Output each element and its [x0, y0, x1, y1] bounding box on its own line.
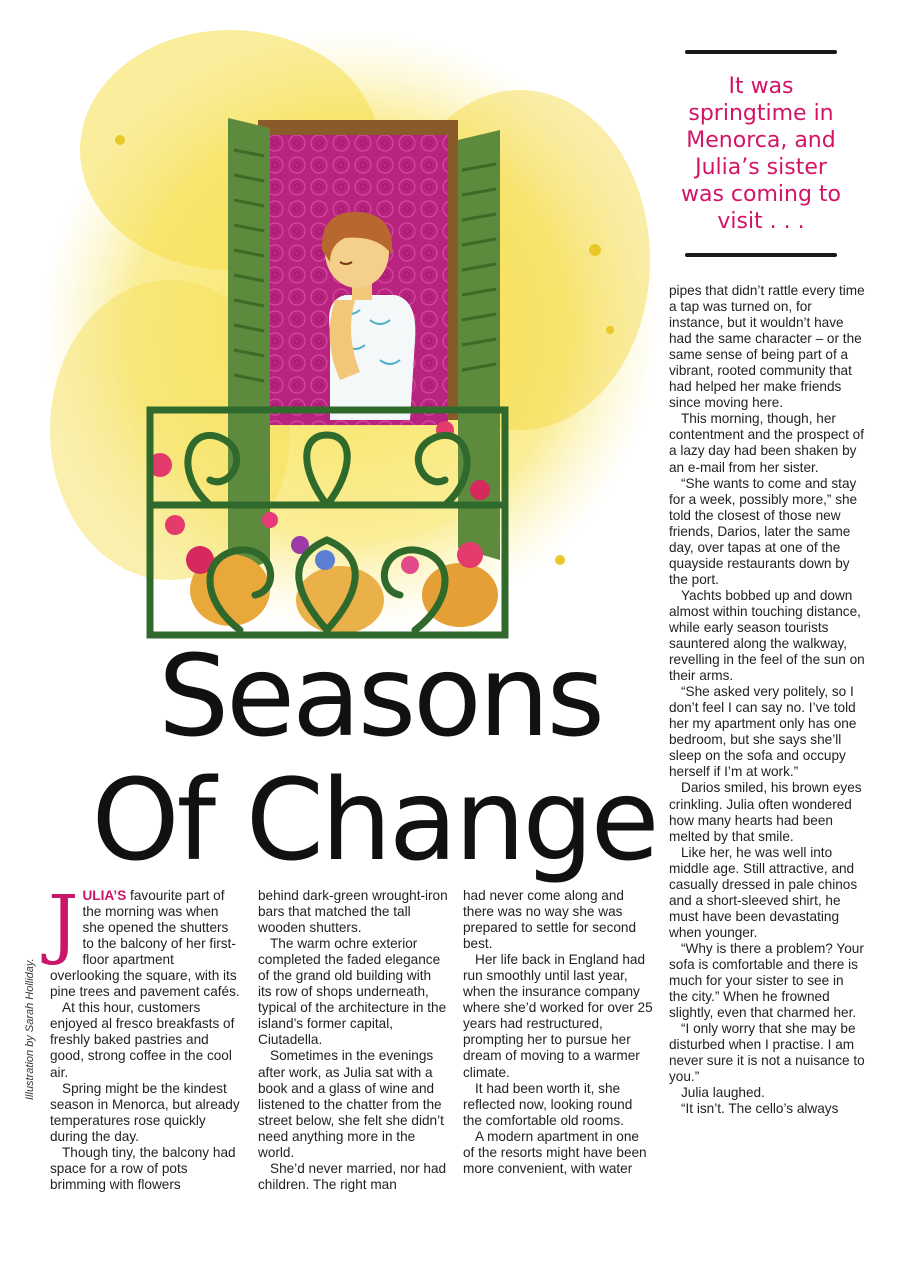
lead-in: ULIA’S [82, 888, 127, 903]
illustration-credit: Illustration by Sarah Holliday. [24, 958, 36, 1100]
paragraph-text: favourite part of the morning was when she opened the shutters to the balcony of her first-floor apartment overlooking the square, with its pine trees and pavement cafés. [50, 888, 240, 1000]
pull-quote: It was springtime in Menorca, and Julia’s sister was coming to visit . . . [680, 74, 841, 234]
paragraph: behind dark-green wrought-iron bars that matched the tall wooden shutters. [258, 888, 448, 936]
opening-paragraph [48, 878, 240, 1000]
paragraph: She’d never married, nor had children. The right man [258, 1160, 447, 1192]
paragraph: Her life back in England had run smoothly until last year, when the insurance company where she’d worked for over 25 years had restructured, prompting her to pursue her dream of moving to a warmer climate. [463, 952, 653, 1080]
paragraph: Sometimes in the evenings after work, as Julia sat with a book and a glass of wine and listened to the chatter from the street below, she felt she didn’t need anything more in the world. [258, 1048, 444, 1160]
article-column-3 [463, 888, 653, 1177]
paragraph: “I only worry that she may be disturbed when I practise. I am never sure it is not a nuisance to you.” [669, 1021, 865, 1085]
paragraph: “It isn’t. The cello’s always [681, 1101, 839, 1117]
left-shutter [228, 118, 270, 580]
paragraph: Spring might be the kindest season in Menorca, but already temperatures rose quickly during the day. [50, 1080, 240, 1144]
paragraph: had never come along and there was no way she was prepared to settle for second best. [463, 888, 637, 952]
paragraph: Yachts bobbed up and down almost within touching distance, while early season tourists sauntered along the walkway, revelling in the feel of the sun on their arms. [669, 587, 865, 684]
drop-cap: J [48, 878, 79, 967]
paragraph: A modern apartment in one of the resorts might have been more convenient, with water [463, 1128, 647, 1176]
article-column-1 [48, 878, 240, 1193]
paragraph: Darios smiled, his brown eyes crinkling. Julia often wondered how many hearts had been melted by that smile. [669, 780, 862, 844]
balcony-illustration [0, 0, 660, 680]
paragraph: “Why is there a problem? Your sofa is comfortable and there is much for your sister to see in the city.” When he frowned slightly, even that charmed her. [669, 940, 864, 1021]
paragraph: At this hour, customers enjoyed al fresco breakfasts of freshly baked pastries and good, strong coffee in the cool air. [50, 1000, 235, 1080]
article-column-4 [669, 283, 865, 1117]
paragraph: Like her, he was well into middle age. Still attractive, and casually dressed in pale chinos and a short-sleeved shirt, he must have been devastating when younger. [669, 844, 858, 940]
story-title-line-1: Seasons [158, 632, 602, 762]
paragraph: “She asked very politely, so I don’t feel I can say no. I’ve told her my apartment only has one bedroom, but she says she’ll sleep on the sofa and occupy herself if I’m at work.” [669, 684, 857, 780]
story-title-line-2: Of Change [91, 756, 657, 886]
paragraph: It had been worth it, she reflected now, looking round the comfortable old rooms. [463, 1080, 633, 1128]
article-column-2 [258, 888, 448, 1193]
pull-quote-bottom-rule [685, 253, 837, 257]
paragraph: “She wants to come and stay for a week, possibly more,” she told the closest of those new friends, Darios, later the same day, over tapas at one of the quayside restaurants down by the port. [669, 475, 858, 587]
pull-quote-top-rule [685, 50, 837, 54]
paragraph: Though tiny, the balcony had space for a row of pots brimming with flowers [50, 1144, 236, 1192]
paragraph: This morning, though, her contentment and the prospect of a lazy day had been shaken by an e-mail from her sister. [669, 411, 864, 475]
paragraph: Julia laughed. [681, 1085, 765, 1101]
paragraph: The warm ochre exterior completed the faded elegance of the grand old building with its row of shops underneath, typical of the architecture in the island’s former capital, Ciutadella. [258, 936, 447, 1048]
paragraph: pipes that didn’t rattle every time a tap was turned on, for instance, but it wouldn’t have had the same character – or the same sense of being part of a vibrant, rooted community that had helped her make friends since moving here. [669, 283, 865, 411]
